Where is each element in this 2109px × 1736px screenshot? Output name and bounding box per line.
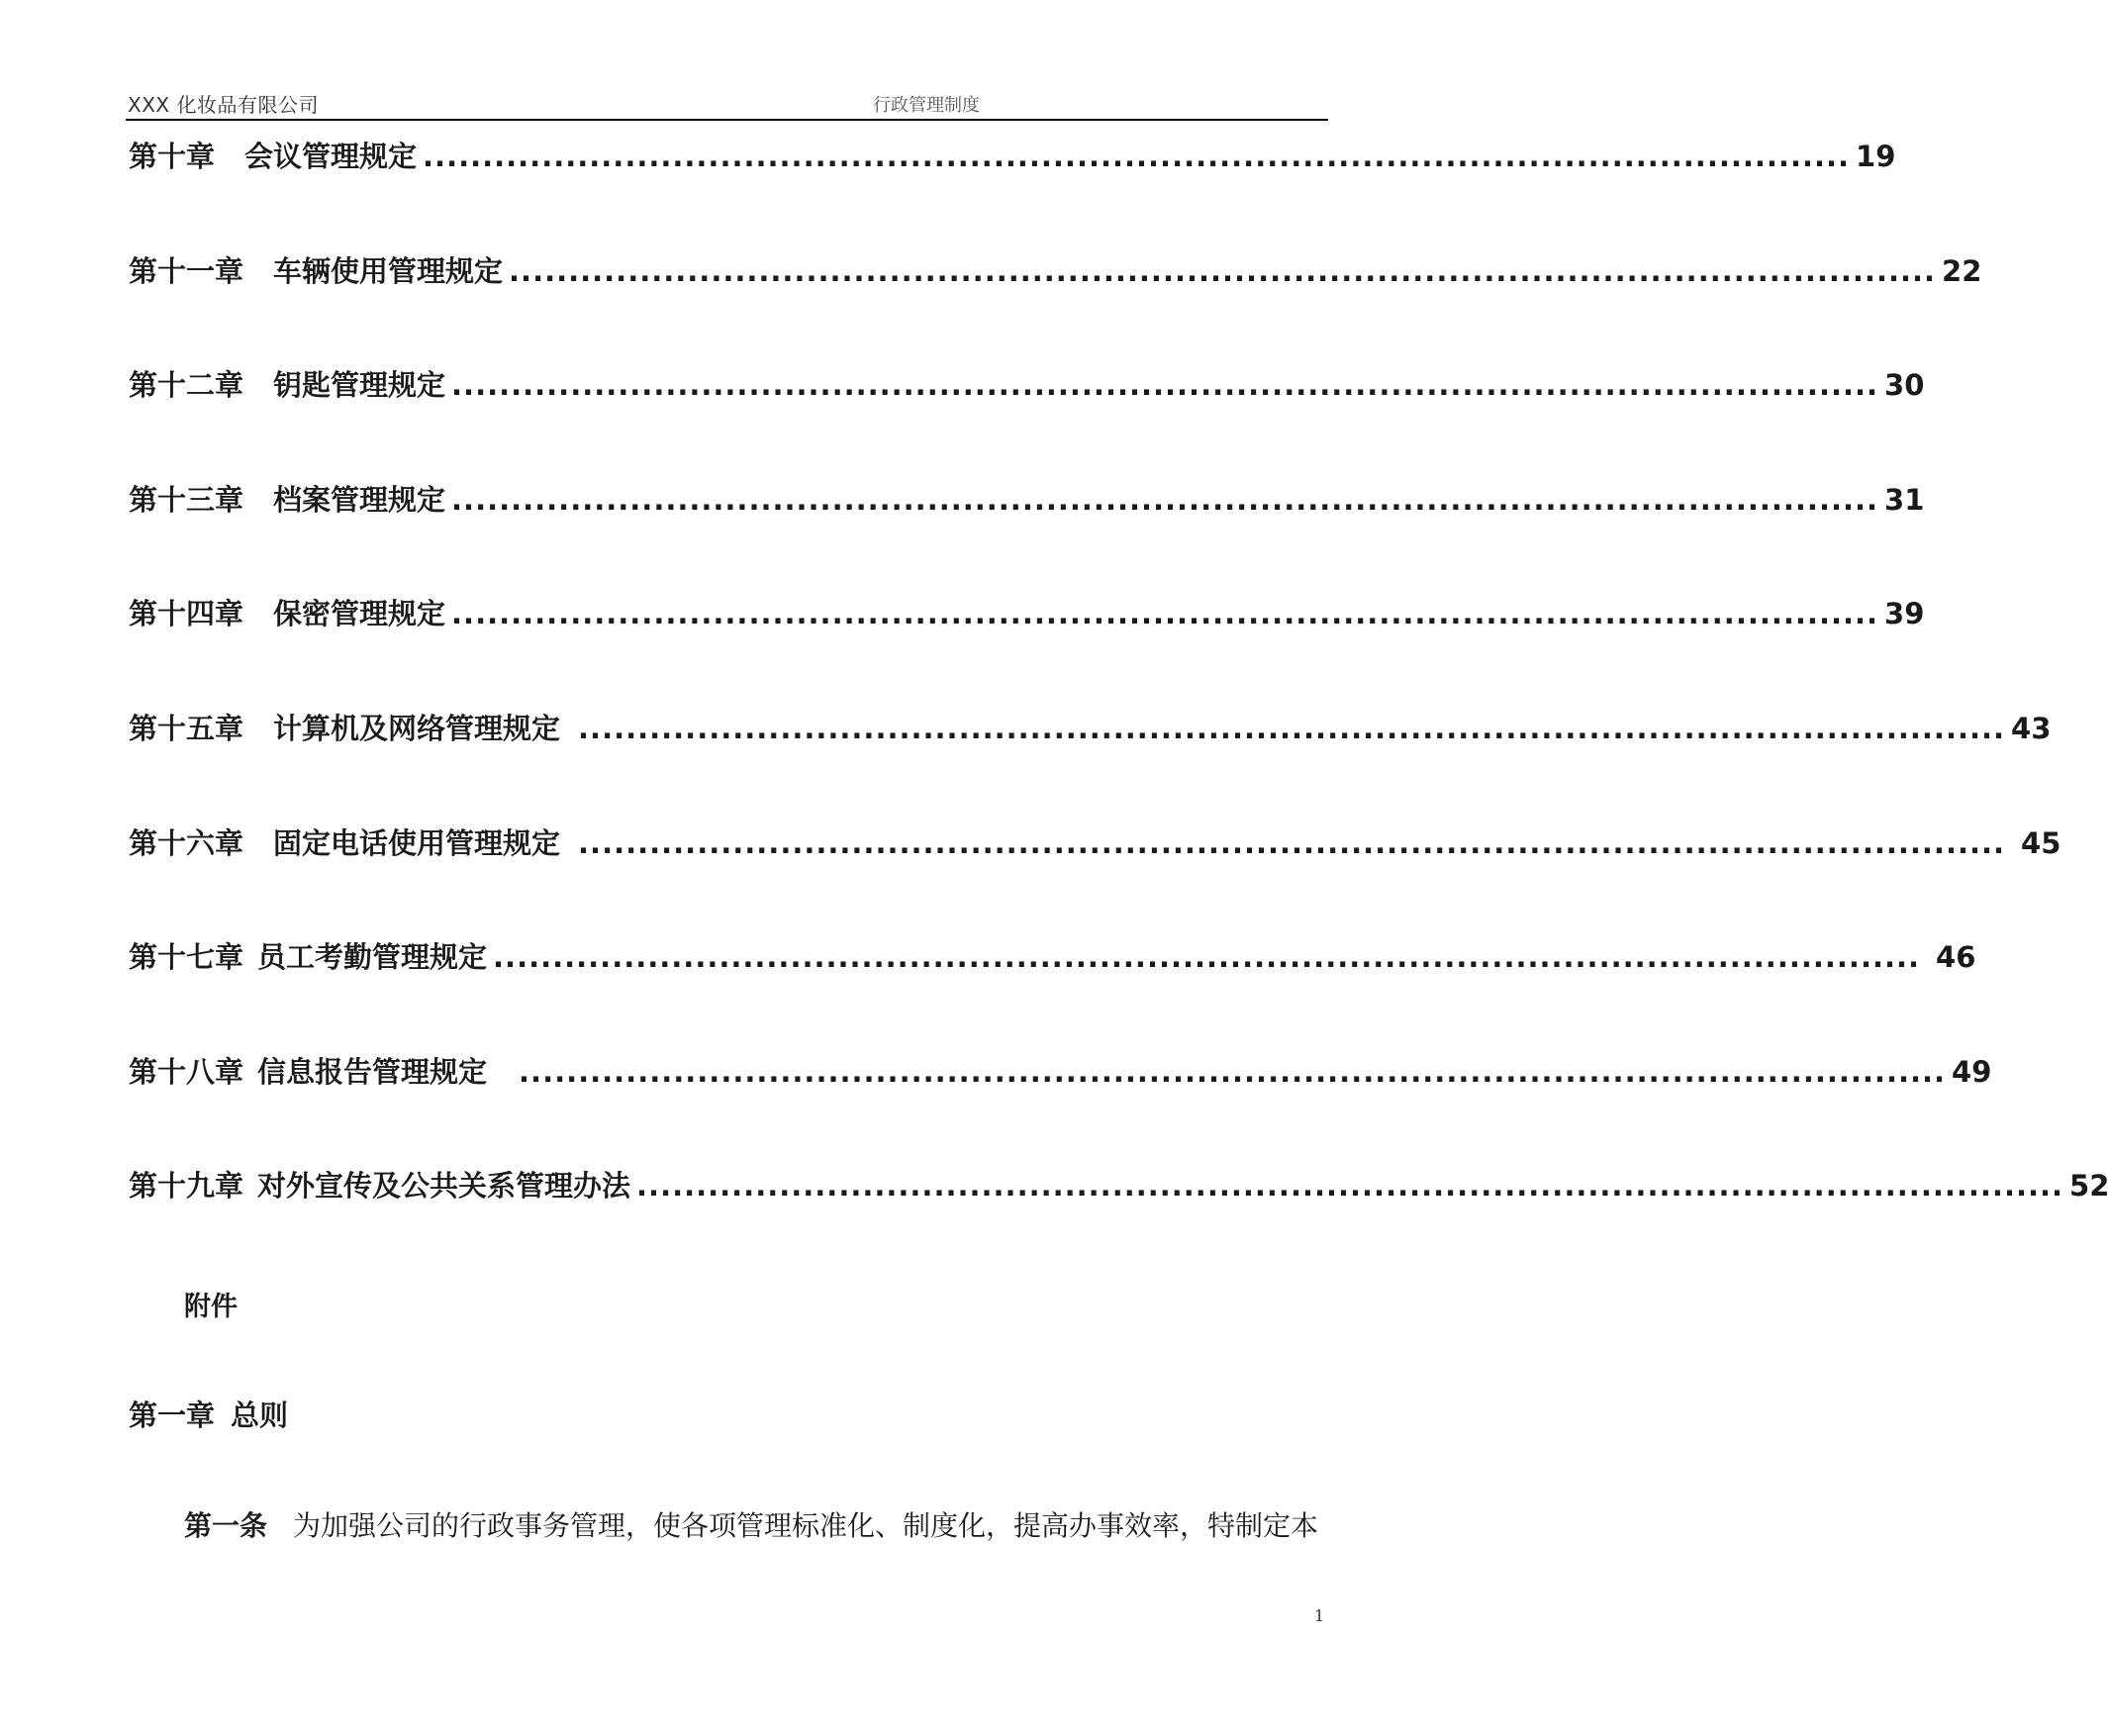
toc-leader-dots: ........................................................................................................................ bbox=[451, 368, 1879, 402]
toc-leader-dots: ........................................................................................................................ bbox=[423, 140, 1851, 173]
toc-leader-dots: ........................................................................................................................ bbox=[493, 940, 1921, 974]
toc-chapter-label: 第十七章 bbox=[129, 940, 244, 974]
article-text: 为加强公司的行政事务管理，使各项管理标准化、制度化，提高办事效率，特制定本 bbox=[293, 1509, 1319, 1542]
page-header bbox=[126, 87, 1328, 121]
toc-entry[interactable] bbox=[129, 1050, 1992, 1091]
toc-leader-dots: ........................................................................................................................ bbox=[451, 597, 1879, 630]
toc-entry[interactable] bbox=[129, 1164, 2109, 1205]
toc-chapter-label: 第十一章 bbox=[129, 254, 244, 288]
toc-chapter-label: 第十五章 bbox=[129, 712, 244, 745]
toc-chapter-label: 第十章 bbox=[129, 140, 216, 173]
toc-leader-dots: ........................................................................................................................ bbox=[519, 1055, 1947, 1089]
toc-leader-dots: ........................................................................................................................ bbox=[451, 483, 1879, 517]
chapter-heading bbox=[129, 1394, 288, 1434]
toc-page-number: 45 bbox=[2021, 826, 2061, 860]
toc-chapter-label: 第十八章 bbox=[129, 1055, 244, 1089]
toc-entry[interactable] bbox=[129, 478, 1925, 519]
toc-entry[interactable] bbox=[129, 707, 2052, 747]
toc-entry[interactable] bbox=[129, 363, 1925, 404]
toc-chapter-title: 会议管理规定 bbox=[244, 140, 418, 173]
toc-entry[interactable] bbox=[129, 135, 1896, 175]
toc-page-number: 46 bbox=[1936, 940, 1976, 974]
toc-leader-dots: ........................................................................................................................ bbox=[578, 826, 2006, 860]
toc-chapter-label: 第十九章 bbox=[129, 1169, 244, 1203]
toc-chapter-title: 对外宣传及公共关系管理办法 bbox=[257, 1169, 631, 1203]
section-title: 行政管理制度 bbox=[873, 95, 980, 116]
toc-chapter-title: 计算机及网络管理规定 bbox=[273, 712, 561, 745]
toc-entry[interactable] bbox=[129, 592, 1925, 632]
chapter-title: 总则 bbox=[231, 1398, 289, 1432]
toc-leader-dots: ........................................................................................................................ bbox=[509, 254, 1937, 288]
toc-page-number: 30 bbox=[1884, 368, 1925, 402]
toc-chapter-title: 固定电话使用管理规定 bbox=[273, 826, 561, 860]
toc-chapter-label: 第十六章 bbox=[129, 826, 244, 860]
toc-chapter-title: 钥匙管理规定 bbox=[273, 368, 446, 402]
toc-chapter-title: 档案管理规定 bbox=[273, 483, 446, 517]
toc-page-number: 19 bbox=[1856, 140, 1896, 173]
toc-entry[interactable] bbox=[129, 249, 1982, 290]
chapter-label: 第一章 bbox=[129, 1398, 216, 1432]
toc-page-number: 49 bbox=[1952, 1055, 1992, 1089]
toc-page-number: 43 bbox=[2011, 712, 2052, 745]
toc-chapter-title: 保密管理规定 bbox=[273, 597, 446, 630]
toc-leader-dots: ........................................................................................................................ bbox=[636, 1169, 2064, 1203]
toc-chapter-title: 员工考勤管理规定 bbox=[257, 940, 488, 974]
toc-chapter-title: 信息报告管理规定 bbox=[257, 1055, 488, 1089]
toc-chapter-label: 第十三章 bbox=[129, 483, 244, 517]
toc-entry[interactable] bbox=[129, 935, 1976, 976]
toc-entry[interactable] bbox=[129, 821, 2061, 862]
toc-chapter-label: 第十二章 bbox=[129, 368, 244, 402]
article-label: 第一条 bbox=[184, 1509, 268, 1542]
toc-page-number: 39 bbox=[1884, 597, 1925, 630]
toc-chapter-label: 第十四章 bbox=[129, 597, 244, 630]
toc-page-number: 31 bbox=[1884, 483, 1925, 517]
toc-leader-dots: ........................................................................................................................ bbox=[578, 712, 2006, 745]
company-name: XXX 化妆品有限公司 bbox=[128, 93, 319, 117]
toc-chapter-title: 车辆使用管理规定 bbox=[273, 254, 504, 288]
page-number: 1 bbox=[1314, 1606, 1325, 1625]
appendix-heading[interactable]: 附件 bbox=[184, 1292, 238, 1322]
toc-page-number: 22 bbox=[1942, 254, 1982, 288]
article-paragraph bbox=[184, 1504, 1332, 1544]
toc-page-number: 52 bbox=[2069, 1169, 2109, 1203]
